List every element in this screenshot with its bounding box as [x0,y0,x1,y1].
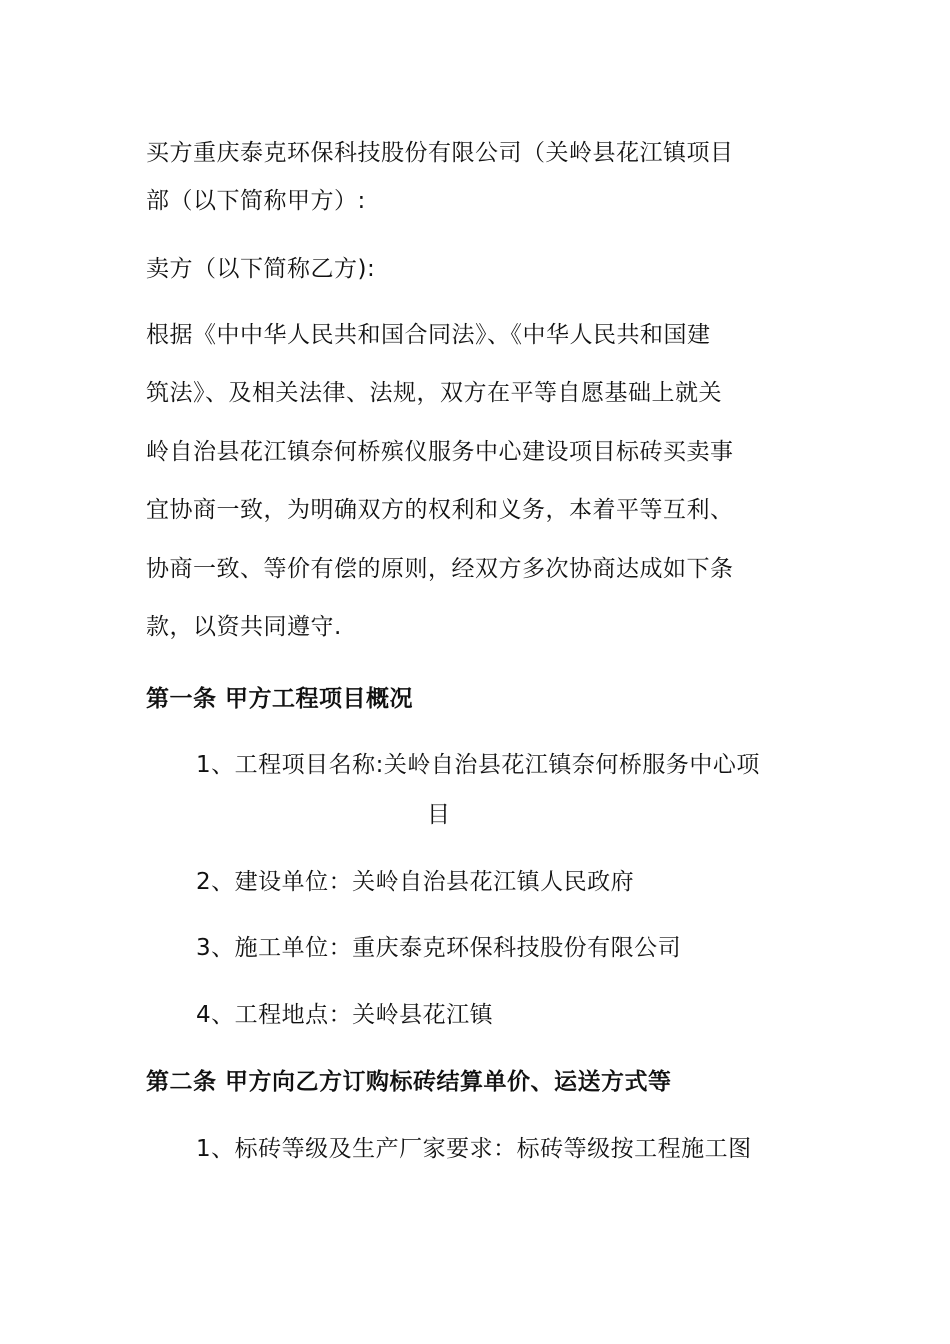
article-1-item-3: 3、施工单位：重庆泰克环保科技股份有限公司 [196,935,682,961]
article-1-item-4: 4、工程地点：关岭县花江镇 [196,1002,494,1028]
buyer-line-2: 部（以下简称甲方）: [146,188,366,214]
basis-line-6: 款，以资共同遵守. [146,614,342,640]
basis-line-3: 岭自治县花江镇奈何桥殡仪服务中心建设项目标砖买卖事 [146,439,734,465]
basis-line-2: 筑法》、及相关法律、法规，双方在平等自愿基础上就关 [146,380,722,406]
article-1-heading: 第一条 甲方工程项目概况 [146,686,414,712]
seller-line: 卖方（以下简称乙方): [146,256,376,282]
article-2-heading: 第二条 甲方向乙方订购标砖结算单价、运送方式等 [146,1069,672,1095]
article-1-item-2: 2、建设单位：关岭自治县花江镇人民政府 [196,869,635,895]
basis-line-1: 根据《中中华人民共和国合同法》、《中华人民共和国建 [146,322,711,348]
article-1-item-1-line-2: 目 [427,802,451,828]
article-1-item-1-line-1: 1、工程项目名称:关岭自治县花江镇奈何桥服务中心项 [196,752,760,778]
article-2-item-1-line-1: 1、标砖等级及生产厂家要求：标砖等级按工程施工图 [196,1136,752,1162]
basis-line-5: 协商一致、等价有偿的原则，经双方多次协商达成如下条 [146,556,734,582]
basis-line-4: 宜协商一致，为明确双方的权利和义务，本着平等互利、 [146,497,734,523]
buyer-line-1: 买方重庆泰克环保科技股份有限公司（关岭县花江镇项目 [146,140,734,166]
